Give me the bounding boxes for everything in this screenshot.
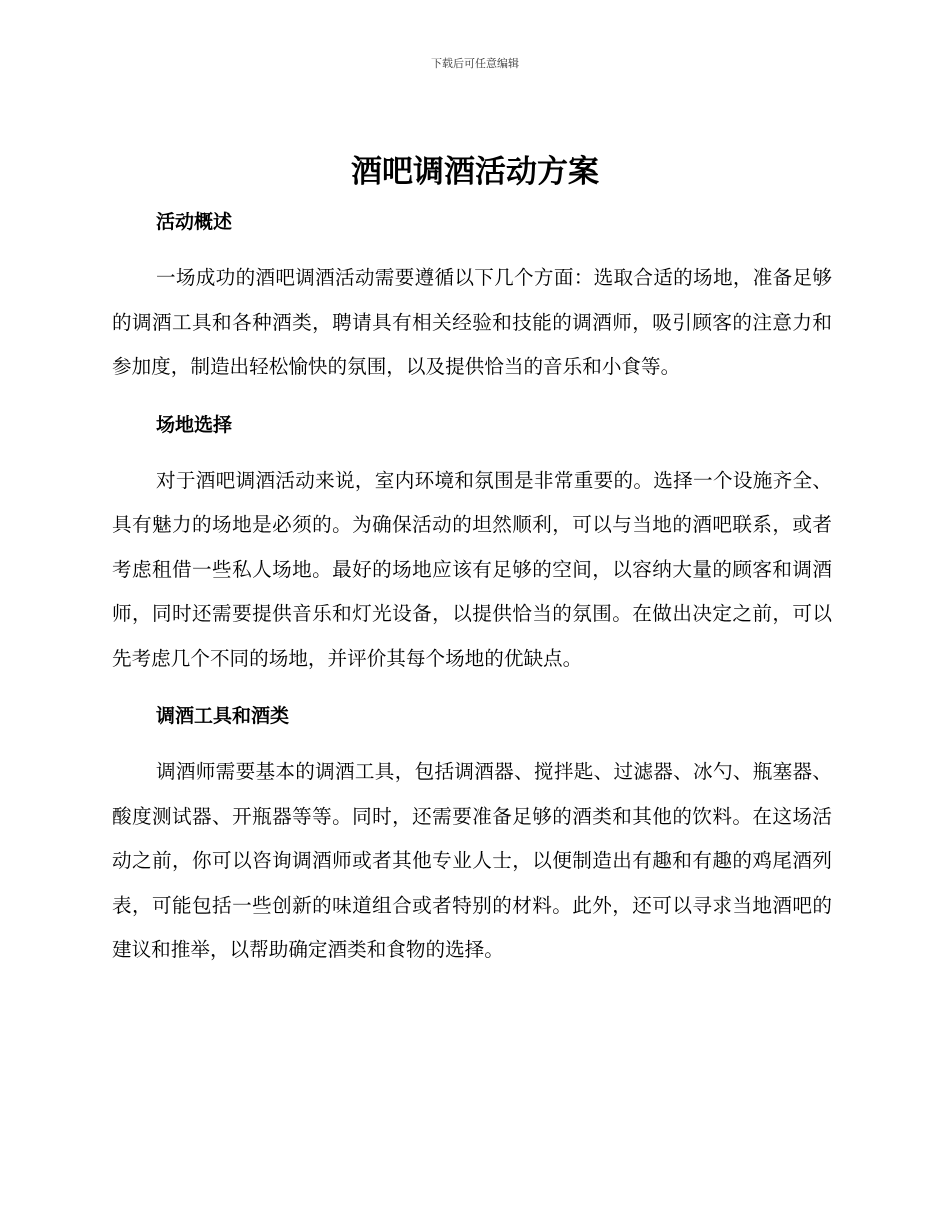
section-heading-venue: 场地选择 bbox=[156, 413, 233, 436]
section-body-tools-and-drinks: 调酒师需要基本的调酒工具，包括调酒器、搅拌匙、过滤器、冰勺、瓶塞器、酸度测试器、开瓶器等等。同时，还需要准备足够的酒类和其他的饮料。在这场活动之前，你可以咨询调酒师或者其他专业人士，以便制造出有趣和有趣的鸡尾酒列表，可能包括一些创新的味道组合或者特别的材料。此外，还可以寻求当地酒吧的建议和推举，以帮助确定酒类和食物的选择。 bbox=[112, 760, 832, 961]
document-content bbox=[112, 200, 832, 973]
section-body-overview: 一场成功的酒吧调酒活动需要遵循以下几个方面：选取合适的场地，准备足够的调酒工具和各种酒类，聘请具有相关经验和技能的调酒师，吸引顾客的注意力和参加度，制造出轻松愉快的氛围，以及提供恰当的音乐和小食等。 bbox=[112, 266, 832, 378]
header-note: 下载后可任意编辑 bbox=[431, 57, 519, 70]
section-heading-overview: 活动概述 bbox=[156, 211, 233, 233]
section-body-venue: 对于酒吧调酒活动来说，室内环境和氛围是非常重要的。选择一个设施齐全、具有魅力的场地是必须的。为确保活动的坦然顺利，可以与当地的酒吧联系，或者考虑租借一些私人场地。最好的场地应该有足够的空间，以容纳大量的顾客和调酒师，同时还需要提供音乐和灯光设备，以提供恰当的氛围。在做出决定之前，可以先考虑几个不同的场地，并评价其每个场地的优缺点。 bbox=[112, 468, 832, 670]
document-title: 酒吧调酒活动方案 bbox=[351, 154, 599, 190]
section-heading-tools-and-drinks: 调酒工具和酒类 bbox=[156, 705, 290, 727]
